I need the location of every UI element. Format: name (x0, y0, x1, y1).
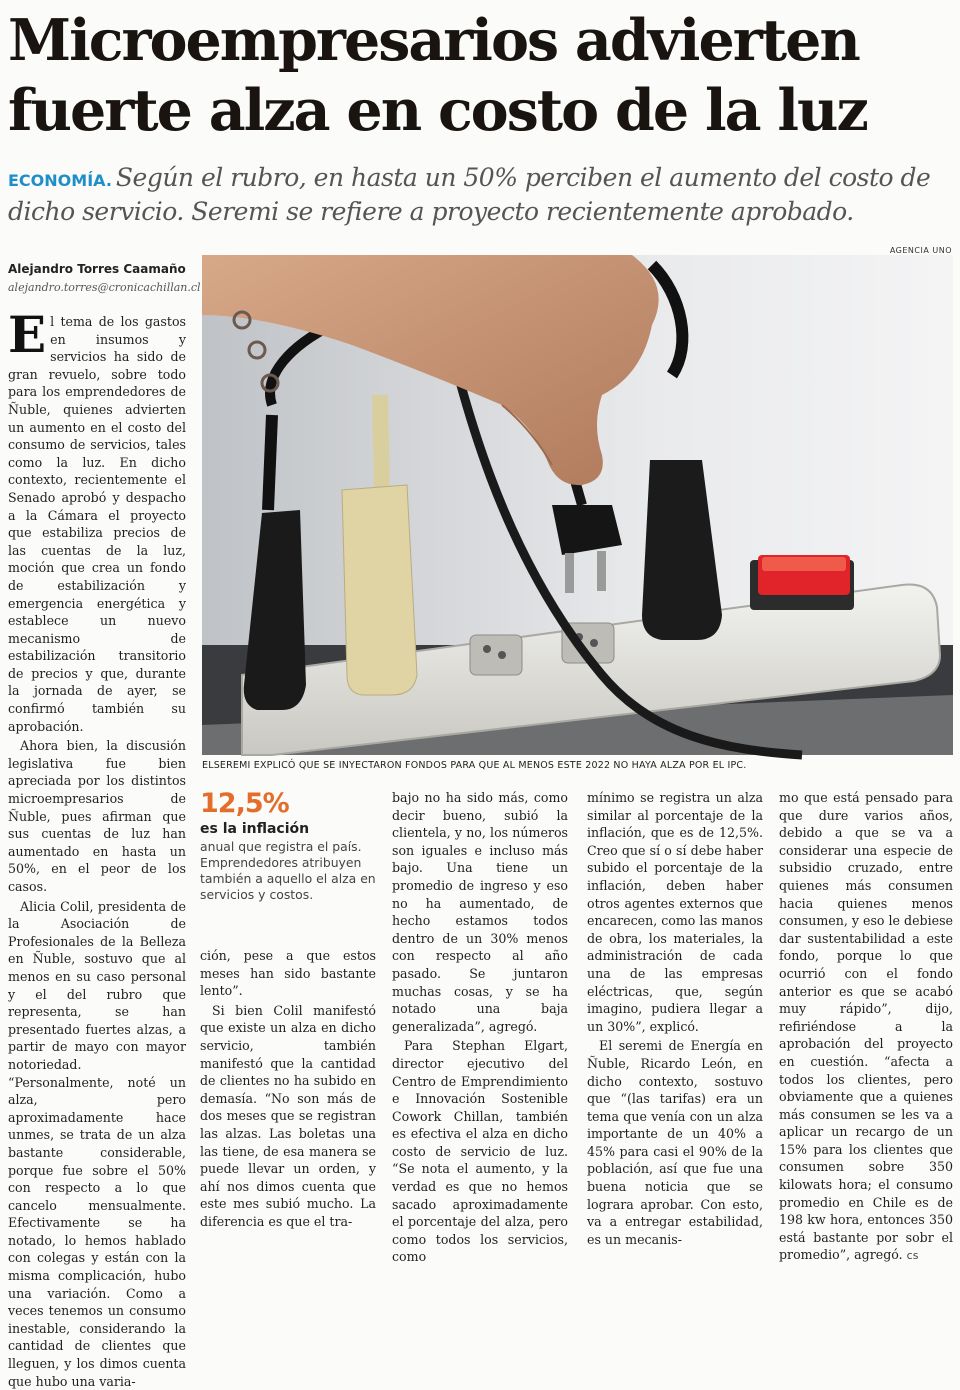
paragraph: El tema de los gastos en insumos y servicios ha sido de gran revuelo, sobre todo para los emprendedores de Ñuble, quienes advierten un aumento en el costo del consumo de servicios, tales como la luz. En dicho contexto, recientemente el Senado aprobó y despacho a la Cámara el proyecto que estabiliza precios de las cuentas de la luz, moción que crea un fondo de estabilización y emergencia energética y establece un nuevo mecanismo de estabilización transitorio de precios y que, durante la jornada de ayer, se confirmó también su aprobación. (8, 305, 186, 734)
paragraph: Para Stephan Elgart, director ejecutivo del Centro de Emprendimiento e Innovación Sostenible Cowork Chillan, también es efectiva el alza en dicho costo de servicio de luz. “Se nota el aumento, y la verdad es que no hemos sacado aproximadamente el porcentaje del alza, pero como todos los servicios, como (392, 1038, 568, 1265)
stat-title: es la inflación (200, 821, 310, 837)
paragraph: Alicia Colil, presidenta de la Asociación de Profesionales de la Belleza en Ñuble, sostuvo que al menos en su caso personal y el del rubro que representa, se han presentado fuertes alzas, a partir de mayo con mayor notoriedad. “Personalmente, noté un alza, pero aproximadamente hace unmes, se trata de un alza bastante considerable, porque fue sobre el 50% con respecto a lo que cancelo mensualmente. Efectivamente se ha notado, lo hemos hablado con colegas y están con la misma complicación, hubo una variación. Como a veces tenemos un consumo inestable, considerando la cantidad de clientes que lleguen, y los dimos cuenta que hubo una varia- (8, 898, 186, 1389)
author-email[interactable]: alejandro.torres@cronicachillan.cl (8, 281, 201, 294)
paragraph: bajo no ha sido más, como decir bueno, subió la clientela, y no, los números son iguales e incluso más bajo. Una tiene un promedio de ingreso y eso no ha aumentado, de hecho estamos todos dentro de un 30% menos con respecto al año pasado. Se juntaron muchas cosas, y se ha notado una baja generalizada”, agregó. (392, 790, 568, 1034)
paragraph: Si bien Colil manifestó que existe un alza en dicho servicio, también manifestó que la cantidad de clientes no ha subido en demasía. “No son más de dos meses que se registran las alzas. Las boletas una las tiene, de esa manera se puede llevar un orden, y ahí nos dimos cuenta que este mes subió mucho. La diferencia es que el tra- (200, 1002, 376, 1229)
paragraph: Ahora bien, la discusión legislativa fue bien apreciada por los distintos microempresarios de Ñuble, pues afirman que sus cuentas de luz han aumentado en hasta un 50%, en el peor de los casos. (8, 738, 186, 894)
end-mark: cs (906, 1249, 919, 1263)
article-column-4 (587, 789, 763, 1247)
dek-text: Según el rubro, en hasta un 50% perciben el aumento del costo de dicho servicio. Seremi se refiere a proyecto recientemente aprobado. (8, 163, 931, 226)
byline (8, 262, 201, 294)
author-name: Alejandro Torres Caamaño (8, 262, 186, 276)
article-photo (202, 255, 953, 755)
stat-callout (200, 789, 376, 903)
photo-caption: ELSEREMI EXPLICÓ QUE SE INYECTARON FONDOS PARA QUE AL MENOS ESTE 2022 NO HAYA ALZA POR EL IPC. (202, 760, 747, 771)
dek (8, 162, 953, 227)
photo-credit: AGENCIA UNO (889, 246, 952, 255)
paragraph: mínimo se registra un alza similar al porcentaje de la inflación, que es de 12,5%. Creo que sí o sí debe haber subido el porcentaje de la inflación, deben haber otros agentes externos que encarecen, como las manos de obra, los materiales, la administración de cada una de las empresas eléctricas, que, según imagino, pudiera llegar a un 30%”, explicó. (587, 790, 763, 1034)
headline: Microempresarios advierten fuerte alza en costo de la luz (8, 7, 867, 144)
stat-figure: 12,5% (200, 788, 289, 819)
article-column-1 (8, 305, 186, 1389)
article-column-5 (779, 789, 953, 1263)
power-strip-illustration (202, 255, 953, 755)
paragraph: El seremi de Energía en Ñuble, Ricardo León, en dicho contexto, sostuvo que “(las tarifas) era un tema que venía con un alza importante de un 40% a 45% para casi el 90% de la población, así que fue una buena noticia que se lograra aprobar. Con esto, va a entregar estabilidad, es un mecanis- (587, 1038, 763, 1247)
paragraph: mo que está pensado para que dure varios años, debido a que se va a considerar una especie de subsidio cruzado, entre quienes más consumen hacia quienes menos consumen, y eso le debiese dar sustentabilidad a este fondo, porque lo que ocurrió con el fondo anterior es que se acabó muy rápido”, dijo, refiriéndose a la aprobación del proyecto en cuestión. “afecta a todos los clientes, pero obviamente que a quienes más consumen se les va a aplicar un recargo de un 15% para los clientes que consumen sobre 350 kilowats hora; el consumo promedio en Chile es de 198 kw hora, entonces 350 está bastante por sobr el promedio”, agregó. cs (779, 790, 953, 1263)
paragraph: ción, pese a que estos meses han sido bastante lento”. (200, 948, 376, 999)
article-column-2 (200, 947, 376, 1229)
article-column-3 (392, 789, 568, 1265)
stat-text: anual que registra el país. Emprendedores atribuyen también a aquello el alza en servicios y costos. (200, 839, 376, 902)
drop-cap: E (8, 305, 47, 364)
section-label[interactable]: ECONOMÍA. (8, 171, 112, 190)
